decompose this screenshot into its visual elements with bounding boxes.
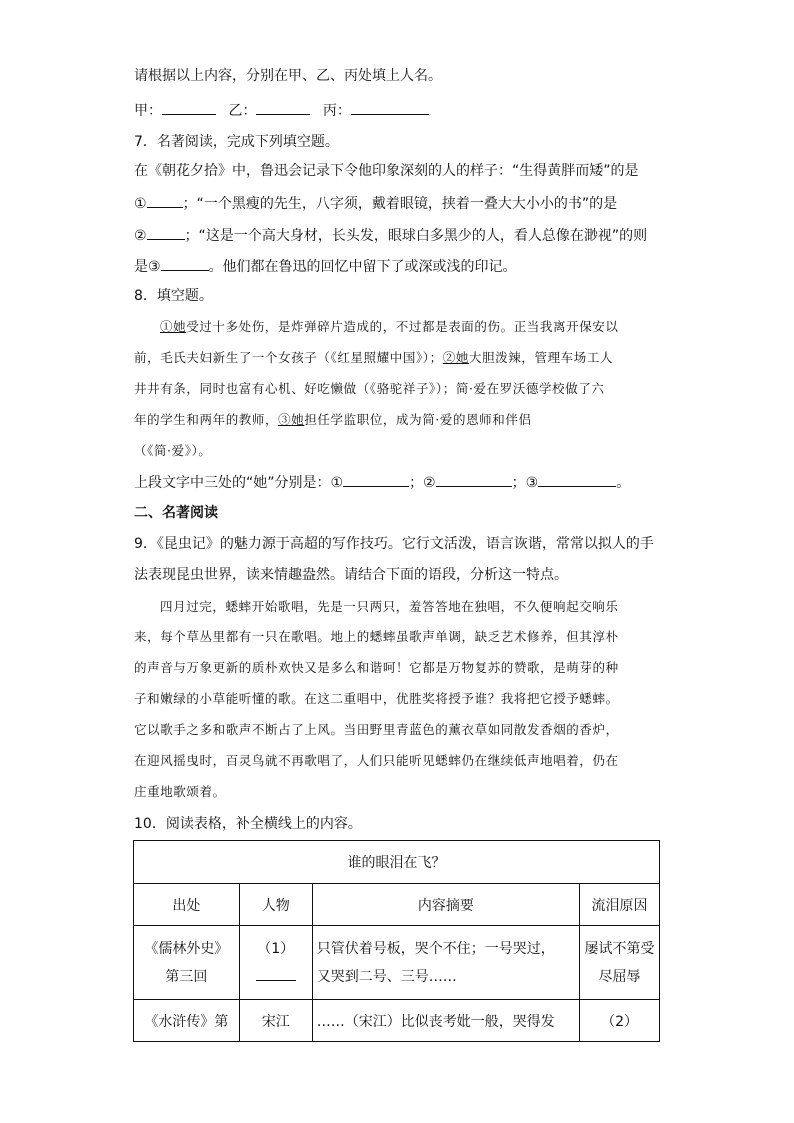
- blank-bing[interactable]: [351, 100, 429, 115]
- q8-p2-text-c: 大胆泼辣，管理车场工人: [468, 350, 614, 365]
- q8-para-line2: [134, 349, 613, 367]
- label-jia: 甲：: [134, 103, 162, 119]
- row2-person: 宋江: [239, 1000, 312, 1042]
- q8-para-line1: [160, 318, 619, 336]
- q8-para-line5: （《简·爱》）。: [134, 443, 212, 458]
- circle-1: ①: [134, 196, 147, 212]
- q6-answer-line: [134, 100, 429, 120]
- blank-jia[interactable]: [162, 100, 216, 115]
- label-bing: 丙：: [322, 103, 351, 119]
- header-person: 人物: [239, 884, 312, 926]
- q9-passage-line3: 的声音与万象更新的质朴欢快又是多么和谐呵！它都是万物复苏的赞歌，是萌芽的种: [134, 660, 619, 675]
- q8-p2-text-a: 前，毛氏夫妇新生了一个女孩子（《红星照耀中国》）；: [134, 350, 443, 365]
- q8-p1-text: 受过十多处伤，是炸弹碎片造成的，不过都是表面的伤。正当我离开保安以: [186, 319, 619, 334]
- tears-table: [133, 840, 660, 1042]
- row1-person: （1）: [239, 926, 312, 1000]
- circle-2: ②: [134, 228, 147, 244]
- q8-para-line4: [134, 411, 532, 429]
- q9-passage-line4: 子和嫩绿的小草能听懂的歌。在这二重唱中，优胜奖将授予谁？我将把它授予蟋蟀。: [134, 691, 619, 706]
- blank-q8-2[interactable]: [436, 472, 512, 487]
- header-source: 出处: [134, 884, 240, 926]
- her-1: ①她: [160, 319, 187, 334]
- q7-line4-pre: 是③: [134, 259, 161, 275]
- q9-line2: 法表现昆虫世界，读来情趣盎然。请结合下面的语段，分析这一特点。: [134, 567, 568, 583]
- q8-sep2: ；②: [409, 475, 436, 491]
- q9-passage-line5: 它以歌手之多和歌声不断占了上风。当田野里青蓝色的薰衣草如同散发香烟的香炉，: [134, 722, 619, 737]
- her-2: ②她: [442, 350, 469, 365]
- row1-summary: 只管伏着号板，哭个不住；一号哭过， 又哭到二号、三号……: [312, 926, 579, 1000]
- q8-question-text: 上段文字中三处的“她”分别是：①: [134, 475, 344, 491]
- blank-q8-3[interactable]: [538, 472, 616, 487]
- q7-line4: [134, 256, 517, 276]
- table-row: [134, 1000, 660, 1042]
- row2-source: 《水浒传》第: [134, 1000, 240, 1042]
- label-yi: 乙：: [228, 103, 257, 119]
- q7-line2: [134, 193, 617, 213]
- q8-p4-text-c: 担任学监职位，成为简·爱的恩师和伴侣: [304, 412, 532, 427]
- q9-passage-line2: 来，每个草丛里都有一只在歌唱。地上的蟋蟀虽歌声单调，缺乏艺术修养，但其淳朴: [134, 629, 619, 644]
- q8-end: 。: [616, 475, 631, 491]
- q7-line3-text: ；“这是一个高大身材，长头发，眼球白多黑少的人，看人总像在渺视”的则: [184, 228, 648, 244]
- table-row: [134, 926, 660, 1000]
- q9-passage-line1: 四月过完，蟋蟀开始歌唱，先是一只两只，羞答答地在独唱，不久便响起交响乐: [160, 599, 619, 614]
- q8-sep3: ；③: [511, 475, 539, 491]
- q7-line3: [134, 225, 647, 245]
- header-reason: 流泪原因: [580, 884, 660, 926]
- blank-q7-3[interactable]: [161, 256, 209, 271]
- row1-source: 《儒林外史》 第三回: [134, 926, 240, 1000]
- header-summary: 内容摘要: [312, 884, 579, 926]
- q10-title: 10．阅读表格，补全横线上的内容。: [134, 816, 362, 832]
- blank-q8-1[interactable]: [343, 472, 409, 487]
- q9-passage-line6: 在迎风摇曳时，百灵鸟就不再歌唱了，人们只能听见蟋蟀仍在继续低声地唱着，仍在: [134, 753, 619, 768]
- blank-q7-2[interactable]: [147, 225, 185, 240]
- blank-q7-1[interactable]: [147, 193, 183, 208]
- blank-q10-1[interactable]: [256, 968, 296, 981]
- q7-line1: 在《朝花夕拾》中，鲁迅会记录下令他印象深刻的人的样子：“生得黄胖而矮”的是: [134, 163, 639, 179]
- q8-para-line3: 井井有条，同时也富有心机、好吃懒做（《骆驼祥子》）；简·爱在罗沃德学校做了六: [134, 381, 605, 396]
- q6-instruction: 请根据以上内容，分别在甲、乙、丙处填上人名。: [134, 68, 442, 84]
- q7-line4-text: 。他们都在鲁迅的回忆中留下了或深或浅的印记。: [208, 259, 517, 275]
- section-heading: 二、名著阅读: [134, 505, 218, 521]
- row2-reason: （2）: [580, 1000, 660, 1042]
- table-title: 谁的眼泪在飞？: [134, 841, 660, 884]
- q7-title: 7．名著阅读，完成下列填空题。: [134, 134, 339, 150]
- q8-title: 8．填空题。: [134, 288, 213, 304]
- q8-question: [134, 472, 630, 492]
- q9-line1: 9．《昆虫记》的魅力源于高超的写作技巧。它行文活泼，语言诙谐，常常以拟人的手: [134, 536, 654, 552]
- q7-line2-text: ；“一个黑瘦的先生，八字须，戴着眼镜，挟着一叠大大小小的书”的是: [182, 196, 618, 212]
- row1-reason: 屡试不第受 尽屈辱: [580, 926, 660, 1000]
- row2-summary: ……（宋江）比似丧考妣一般，哭得发: [312, 1000, 579, 1042]
- blank-yi[interactable]: [256, 100, 310, 115]
- q9-passage-line7: 庄重地歌颂着。: [134, 784, 226, 799]
- q8-p4-text-a: 年的学生和两年的教师，: [134, 412, 279, 427]
- her-3: ③她: [278, 412, 305, 427]
